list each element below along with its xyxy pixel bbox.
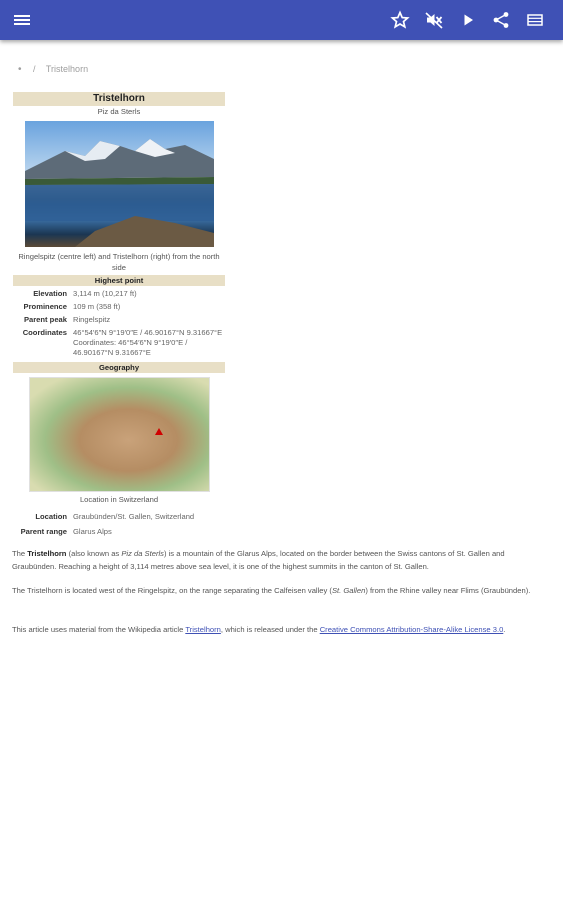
- row-label: Prominence: [23, 302, 67, 311]
- breadcrumb: [18, 64, 88, 75]
- play-icon[interactable]: [458, 10, 478, 30]
- row-coordinates: [13, 328, 225, 358]
- star-icon[interactable]: [390, 10, 410, 30]
- paragraph-intro: The Tristelhorn (also known as Piz da Sterls) is a mountain of the Glarus Alps, located on the border between the Swiss cantons of St. Gallen and Graubünden. Reaching a height of 3,114 metres above sea level, it is one of the highest summits in the canton of St. Gallen.: [12, 549, 505, 571]
- breadcrumb-home[interactable]: •: [18, 64, 22, 75]
- view-list-icon[interactable]: [525, 10, 545, 30]
- infobox: [13, 92, 225, 537]
- row-value: 46°54′6″N 9°19′0″E / 46.90167°N 9.31667°E Coordinates: 46°54′6″N 9°19′0″E / 46.90167°N 9.31667°E: [73, 328, 223, 357]
- row-label: Elevation: [33, 289, 67, 298]
- location-map[interactable]: [29, 377, 210, 492]
- section-highest-point: Highest point: [13, 275, 225, 286]
- infobox-subtitle: Piz da Sterls: [97, 107, 141, 116]
- row-value: 109 m (358 ft): [73, 302, 121, 311]
- row-location: [13, 512, 225, 522]
- row-value: Ringelspitz: [73, 315, 111, 324]
- row-parent-range: [13, 527, 225, 537]
- share-icon[interactable]: [491, 10, 511, 30]
- infobox-title: Tristelhorn: [13, 92, 225, 106]
- location-marker-icon: [155, 428, 163, 435]
- app-bar: [0, 0, 563, 40]
- mountain-photo[interactable]: [25, 121, 214, 247]
- row-value: 3,114 m (10,217 ft): [73, 289, 137, 298]
- row-value: Glarus Alps: [73, 527, 112, 536]
- row-label: Coordinates: [22, 328, 67, 337]
- photo-caption: Ringelspitz (centre left) and Tristelhorn (right) from the north side: [18, 252, 220, 272]
- hamburger-icon[interactable]: [12, 10, 32, 30]
- row-prominence: [13, 302, 225, 312]
- breadcrumb-separator: /: [33, 64, 36, 74]
- attribution: This article uses material from the Wikipedia article Tristelhorn, which is released under the Creative Commons Attribution-Share-Alike License 3.0.: [12, 624, 506, 634]
- mute-icon[interactable]: [424, 10, 444, 30]
- row-label: Parent peak: [23, 315, 67, 324]
- row-value: Graubünden/St. Gallen, Switzerland: [73, 512, 195, 521]
- row-label: Location: [35, 512, 67, 521]
- row-parent-peak: [13, 315, 225, 325]
- row-elevation: [13, 289, 225, 299]
- map-caption: Location in Switzerland: [79, 495, 159, 504]
- breadcrumb-current: Tristelhorn: [45, 64, 89, 74]
- section-geography: Geography: [13, 362, 225, 373]
- row-label: Parent range: [20, 527, 67, 536]
- article-body: [12, 548, 542, 648]
- license-link[interactable]: Creative Commons Attribution-Share-Alike License 3.0: [319, 624, 504, 634]
- wikipedia-article-link[interactable]: Tristelhorn: [185, 624, 221, 634]
- paragraph-location: The Tristelhorn is located west of the Ringelspitz, on the range separating the Calfeisen valley (St. Gallen) from the Rhine valley near Flims (Graubünden).: [12, 586, 531, 595]
